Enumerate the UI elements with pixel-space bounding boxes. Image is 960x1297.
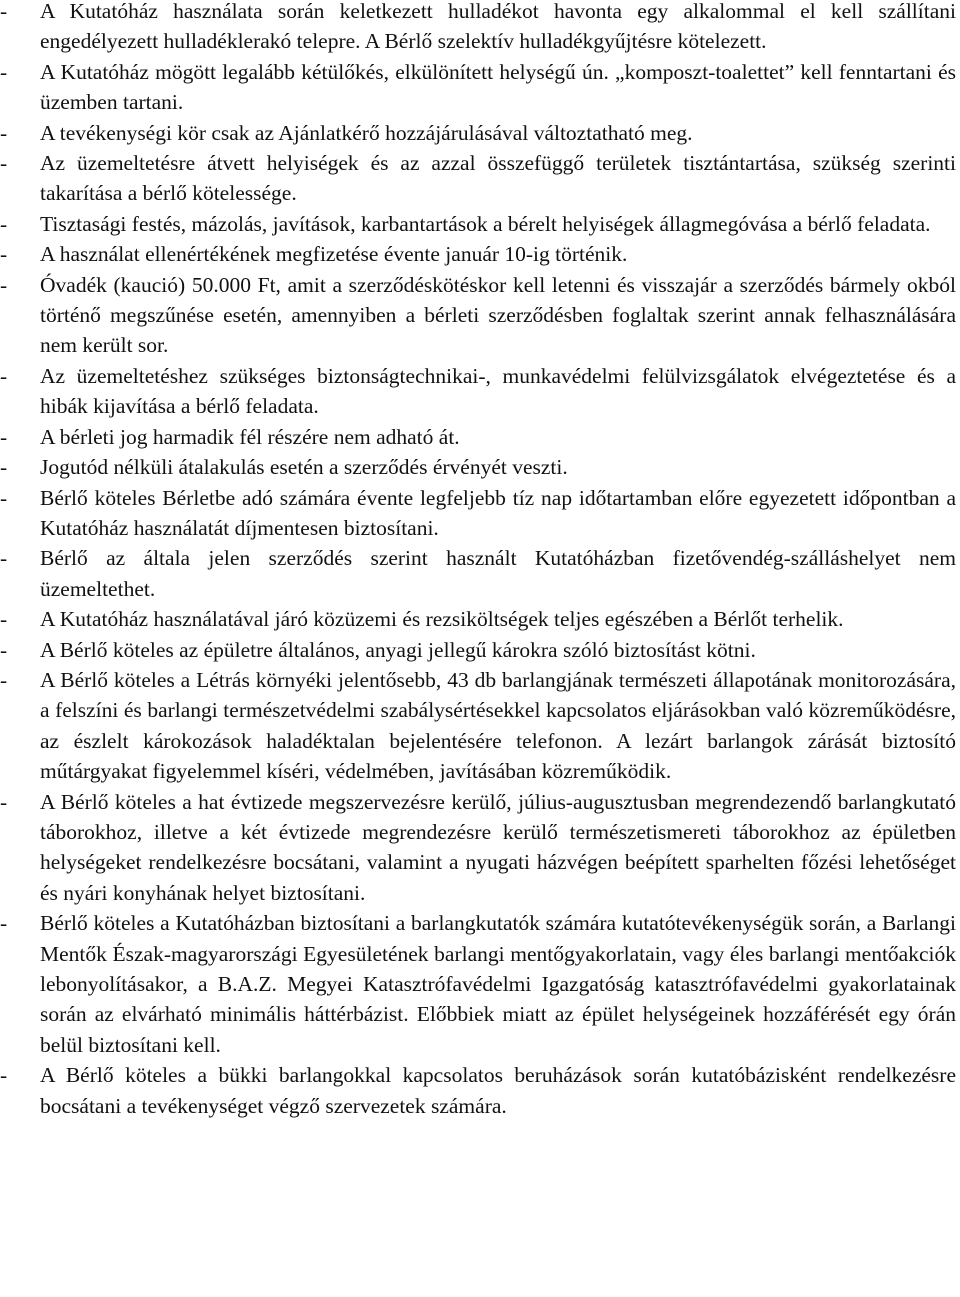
list-item (0, 604, 956, 634)
list-item (0, 0, 956, 57)
list-item (0, 635, 956, 665)
list-item (0, 270, 956, 361)
list-item-text: A bérleti jog harmadik fél részére nem adható át. (40, 424, 460, 449)
bullet-dash: - (0, 1063, 8, 1088)
list-item-text: A Bérlő köteles a Létrás környéki jelentősebb, 43 db barlangjának természeti állapotának monitorozására, a felszíni és barlangi természetvédelmi szabálysértésekkel kapcsolatos eljárásokban való közreműködésre, az észlelt károkozások haladéktalan bejelentésére telefonon. A lezárt barlangok zárását biztosító műtárgyakat figyelemmel kíséri, védelmében, javításában közreműködik. (40, 667, 956, 784)
list-item (0, 209, 956, 239)
list-item-text: A Kutatóház használata során keletkezett hulladékot havonta egy alkalommal el kell szállítani engedélyezett hulladéklerakó telepre. A Bérlő szelektív hulladékgyűjtésre kötelezett. (40, 0, 956, 54)
list-item-text: A Bérlő köteles az épületre általános, anyagi jellegű károkra szóló biztosítást kötni. (40, 637, 756, 662)
list-item-text: A Kutatóház mögött legalább kétülőkés, elkülönített helységű ún. „komposzt-toalettet” kell fenntartani és üzemben tartani. (40, 59, 956, 115)
list-item (0, 118, 956, 148)
list-item (0, 148, 956, 209)
bullet-dash: - (0, 911, 8, 936)
bullet-dash: - (0, 424, 8, 449)
bullet-dash: - (0, 0, 8, 23)
list-item (0, 1060, 956, 1121)
list-item (0, 57, 956, 118)
list-item-text: A használat ellenértékének megfizetése évente január 10-ig történik. (40, 242, 628, 267)
bullet-dash: - (0, 637, 8, 662)
list-item (0, 361, 956, 422)
bullet-dash: - (0, 363, 8, 388)
bullet-dash: - (0, 59, 8, 84)
list-item (0, 787, 956, 909)
list-item-text: Óvadék (kaució) 50.000 Ft, amit a szerződéskötéskor kell letenni és visszajár a szerződés bármely okból történő megszűnése esetén, amennyiben a bérleti szerződésben foglaltak szerint annak felhasználására nem került sor. (40, 272, 956, 358)
list-item-text: Az üzemeltetésre átvett helyiségek és az azzal összefüggő területek tisztántartása, szükség szerinti takarítása a bérlő kötelessége. (40, 151, 956, 206)
list-item-text: Bérlő köteles Bérletbe adó számára évente legfeljebb tíz nap időtartamban előre egyezetett időpontban a Kutatóház használatát díjmentesen biztosítani. (40, 485, 956, 540)
bullet-dash: - (0, 789, 8, 814)
bullet-dash: - (0, 120, 8, 145)
list-item-text: Tisztasági festés, mázolás, javítások, karbantartások a bérelt helyiségek állagmegóvása a bérlő feladata. (40, 211, 931, 236)
bullet-dash: - (0, 455, 8, 480)
bullet-dash: - (0, 607, 8, 632)
bullet-dash: - (0, 211, 8, 236)
bullet-dash: - (0, 242, 8, 267)
list-item-text: A Kutatóház használatával járó közüzemi és rezsiköltségek teljes egészében a Bérlőt terhelik. (40, 607, 844, 632)
list-item-text: Bérlő az általa jelen szerződés szerint használt Kutatóházban fizetővendég-szálláshelyet nem üzemeltethet. (40, 546, 956, 601)
list-item (0, 908, 956, 1060)
bullet-dash: - (0, 546, 8, 571)
list-item (0, 543, 956, 604)
bullet-dash: - (0, 485, 8, 510)
list-item (0, 422, 956, 452)
list-item-text: A Bérlő köteles a hat évtizede megszervezésre kerülő, július-augusztusban megrendezendő barlangkutató táborokhoz, illetve a két évtizede megrendezésre kerülő természetismereti táborokhoz az épületben helységeket rendelkezésre bocsátani, valamint a nyugati házvégen beépített sparhelten főzési lehetőséget és nyári konyhának helyet biztosítani. (40, 789, 956, 905)
list-item-text: A Bérlő köteles a bükki barlangokkal kapcsolatos beruházások során kutatóbázisként rendelkezésre bocsátani a tevékenységet végző szervezetek számára. (40, 1063, 956, 1118)
list-item (0, 483, 956, 544)
list-item-text: Bérlő köteles a Kutatóházban biztosítani a barlangkutatók számára kutatótevékenységük során, a Barlangi Mentők Észak-magyarországi Egyesületének barlangi mentőgyakorlatain, vagy éles barlangi mentőakciók lebonyolításakor, a B.A.Z. Megyei Katasztrófavédelmi Igazgatóság katasztrófavédelmi gyakorlatainak során az elvárható minimális háttérbázist. Előbbiek miatt az épület helységeinek hozzáférését egy órán belül biztosítani kell. (40, 911, 956, 1057)
list-item (0, 452, 956, 482)
bullet-dash: - (0, 151, 8, 176)
list-item-text: Jogutód nélküli átalakulás esetén a szerződés érvényét veszti. (40, 455, 568, 480)
list-item (0, 239, 956, 269)
list-item-text: Az üzemeltetéshez szükséges biztonságtechnikai-, munkavédelmi felülvizsgálatok elvégeztetése és a hibák kijavítása a bérlő feladata. (40, 363, 956, 419)
list-item-text: A tevékenységi kör csak az Ajánlatkérő hozzájárulásával változtatható meg. (40, 120, 693, 145)
bullet-dash: - (0, 667, 8, 692)
list-item (0, 665, 956, 787)
bullet-dash: - (0, 272, 8, 297)
